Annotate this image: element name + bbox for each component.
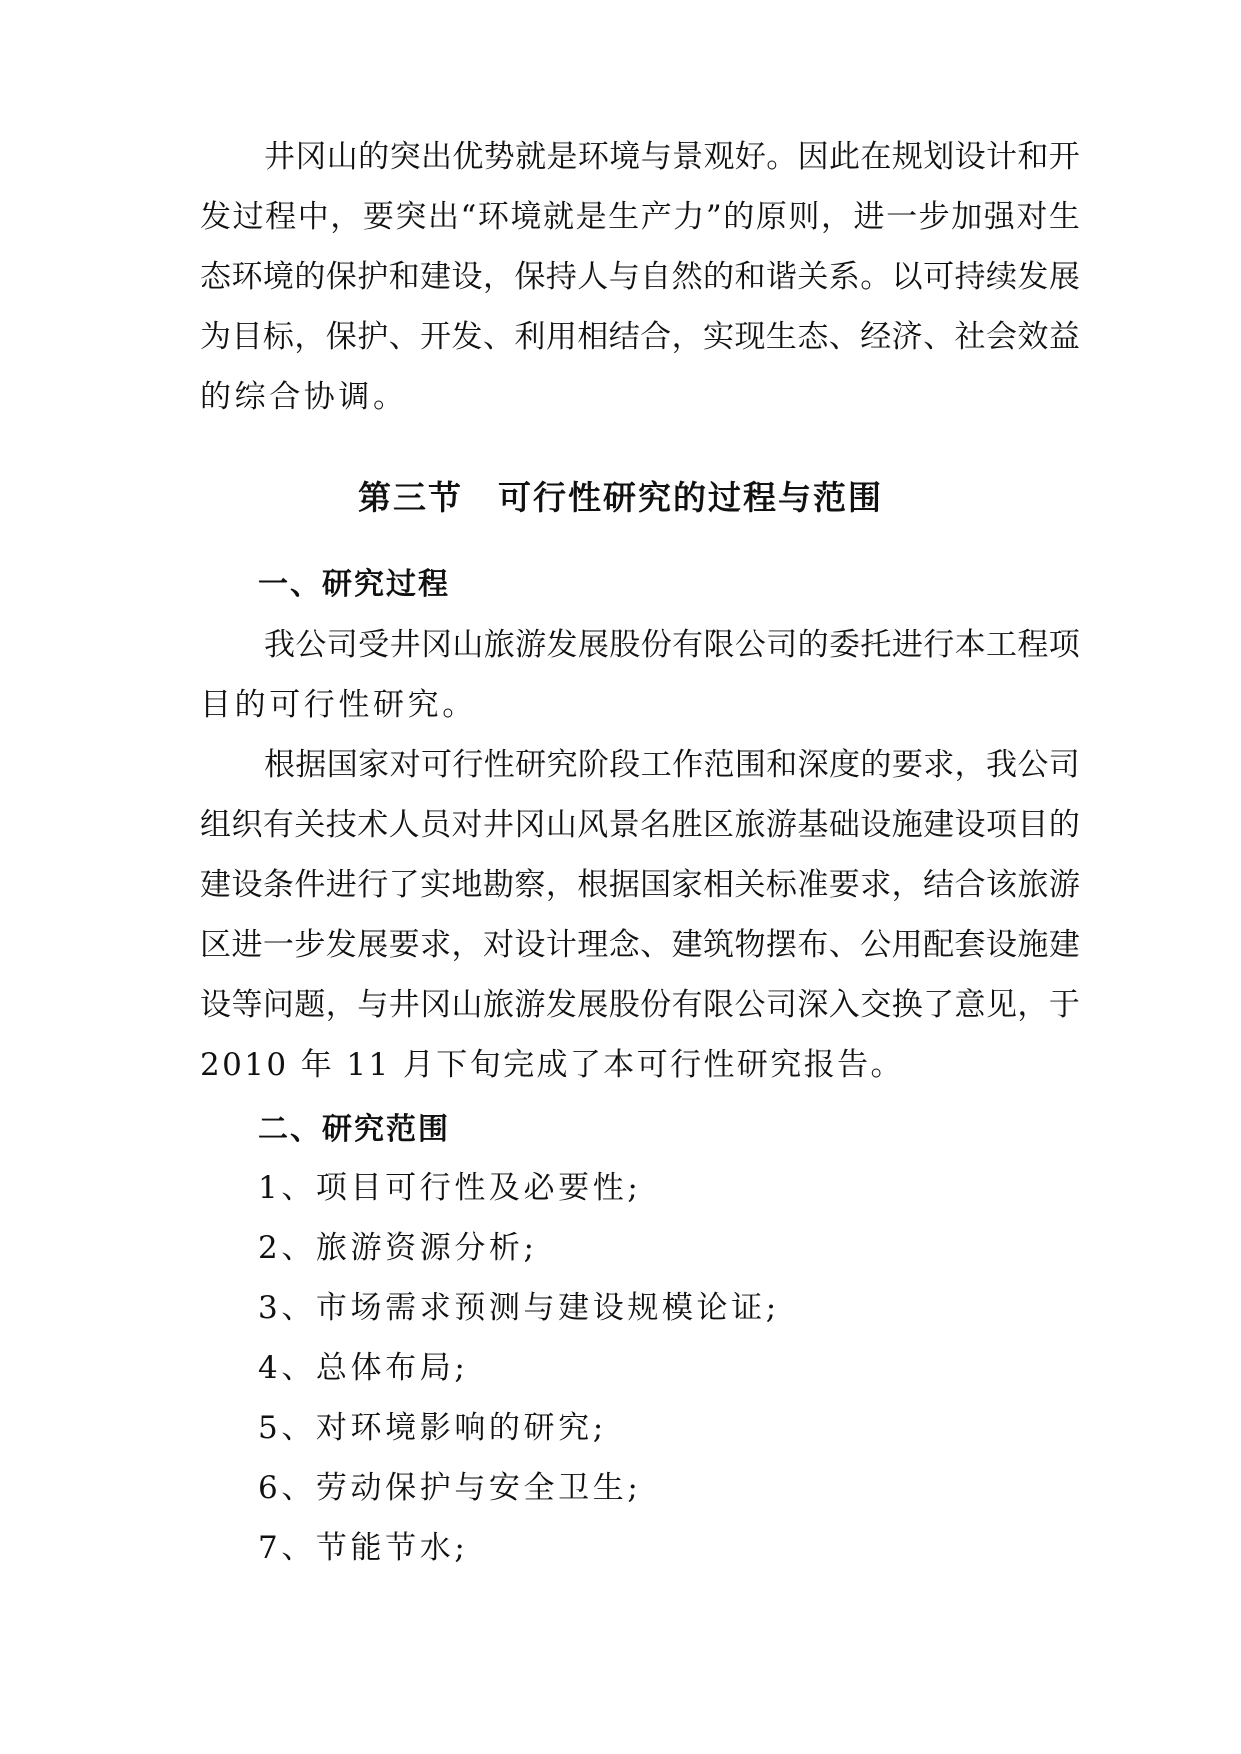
- intro-line-3: 态 环 境 的 保 护 和 建 设 ， 保 持 人 与 自 然 的 和 谐 关 系 。 以 可 持 续 发 展: [200, 259, 1080, 295]
- scope-item-2: 2、旅游资源分析;: [258, 1230, 538, 1266]
- process-para2-line-4: 区 进 一 步 发 展 要 求 ， 对 设 计 理 念 、 建 筑 物 摆 布 、 公 用 配 套 设 施 建: [200, 927, 1080, 963]
- scope-item-4: 4、总体布局;: [258, 1350, 469, 1386]
- scope-item-3: 3、市场需求预测与建设规模论证;: [258, 1290, 780, 1326]
- scope-item-5: 5、对环境影响的研究;: [258, 1410, 607, 1446]
- intro-line-4: 为 目 标 ， 保 护 、 开 发 、 利 用 相 结 合 ， 实 现 生 态 、 经 济 、 社 会 效 益: [200, 319, 1080, 355]
- process-para2-line-6: 2010 年 11 月下旬完成了本可行性研究报告。: [200, 1047, 904, 1083]
- process-para2-line-5: 设 等 问 题 ， 与 井 冈 山 旅 游 发 展 股 份 有 限 公 司 深 入 交 换 了 意 见 ， 于: [200, 987, 1080, 1023]
- process-para1-line-2: 目的可行性研究。: [200, 687, 477, 723]
- process-para2-line-3: 建 设 条 件 进 行 了 实 地 勘 察 ， 根 据 国 家 相 关 标 准 要 求 ， 结 合 该 旅 游: [200, 867, 1080, 903]
- process-heading: 一、研究过程: [258, 567, 450, 602]
- process-para1-line-1: 我 公 司 受 井 冈 山 旅 游 发 展 股 份 有 限 公 司 的 委 托 进 行 本 工 程 项: [264, 627, 1080, 663]
- intro-line-2: 发 过 程 中 ， 要 突 出 “ 环 境 就 是 生 产 力 ” 的 原 则 ， 进 一 步 加 强 对 生: [200, 199, 1080, 235]
- scope-item-6: 6、劳动保护与安全卫生;: [258, 1470, 642, 1506]
- section-title: 第三节 可行性研究的过程与范围: [358, 478, 883, 517]
- process-para2-line-1: 根 据 国 家 对 可 行 性 研 究 阶 段 工 作 范 围 和 深 度 的 要 求 ， 我 公 司: [264, 747, 1080, 783]
- scope-item-7: 7、节能节水;: [258, 1530, 469, 1566]
- intro-line-5: 的综合协调。: [200, 379, 408, 415]
- scope-item-1: 1、项目可行性及必要性;: [258, 1170, 642, 1206]
- intro-line-1: 井 冈 山 的 突 出 优 势 就 是 环 境 与 景 观 好 。 因 此 在 规 划 设 计 和 开: [264, 139, 1080, 175]
- scope-heading: 二、研究范围: [258, 1112, 450, 1147]
- process-para2-line-2: 组 织 有 关 技 术 人 员 对 井 冈 山 风 景 名 胜 区 旅 游 基 础 设 施 建 设 项 目 的: [200, 807, 1080, 843]
